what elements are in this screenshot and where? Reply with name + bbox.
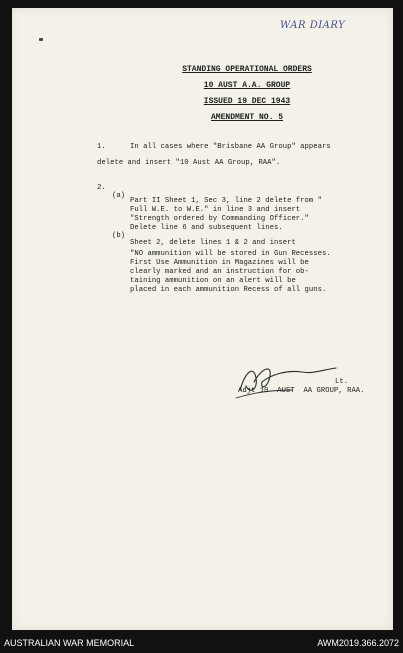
para2b-line3: clearly marked and an instruction for ob- [130,268,309,276]
staple-mark [39,38,43,41]
document-page [12,8,393,630]
para1-line1: In all cases where "Brisbane AA Group" appears [130,143,331,151]
para2b-line1: "NO ammunition will be stored in Gun Recesses. [130,250,331,258]
para1-number: 1. [97,143,106,151]
signatory-appointment: Adjt 10 AUST AA GROUP, RAA. [238,387,365,395]
para2b-label: (b) [112,232,126,240]
signatory-rank: Lt. [335,378,349,386]
para2b-intro: Sheet 2, delete lines 1 & 2 and insert [130,239,296,247]
para2b-line2: First Use Ammunition in Magazines will be [130,259,309,267]
para2b-line4: taining ammunition on an alert will be [130,277,296,285]
para2a-line3: "Strength ordered by Commanding Officer." [130,215,309,223]
para2-number: 2. [97,184,106,192]
handwritten-annotation: WAR DIARY [280,20,346,31]
footer-institution: AUSTRALIAN WAR MEMORIAL [4,638,135,648]
amendment-number: AMENDMENT NO. 5 [210,113,283,122]
unit-heading: 10 AUST A.A. GROUP [203,81,291,90]
para2a-line2: Full W.E. to W.E." in line 3 and insert [130,206,301,214]
para2a-label: (a) [112,192,126,200]
issue-date: ISSUED 19 DEC 1943 [203,97,291,106]
para2a-line4: Delete line 6 and subsequent lines. [130,224,283,232]
footer-accession-number: AWM2019.366.2072 [317,638,399,648]
para1-line2: delete and insert "10 Aust AA Group, RAA". [97,159,281,167]
para2a-line1: Part II Sheet 1, Sec 3, line 2 delete from " [130,197,322,205]
para2b-line5: placed in each ammunition Recess of all guns. [130,286,327,294]
document-title: STANDING OPERATIONAL ORDERS [182,65,312,74]
